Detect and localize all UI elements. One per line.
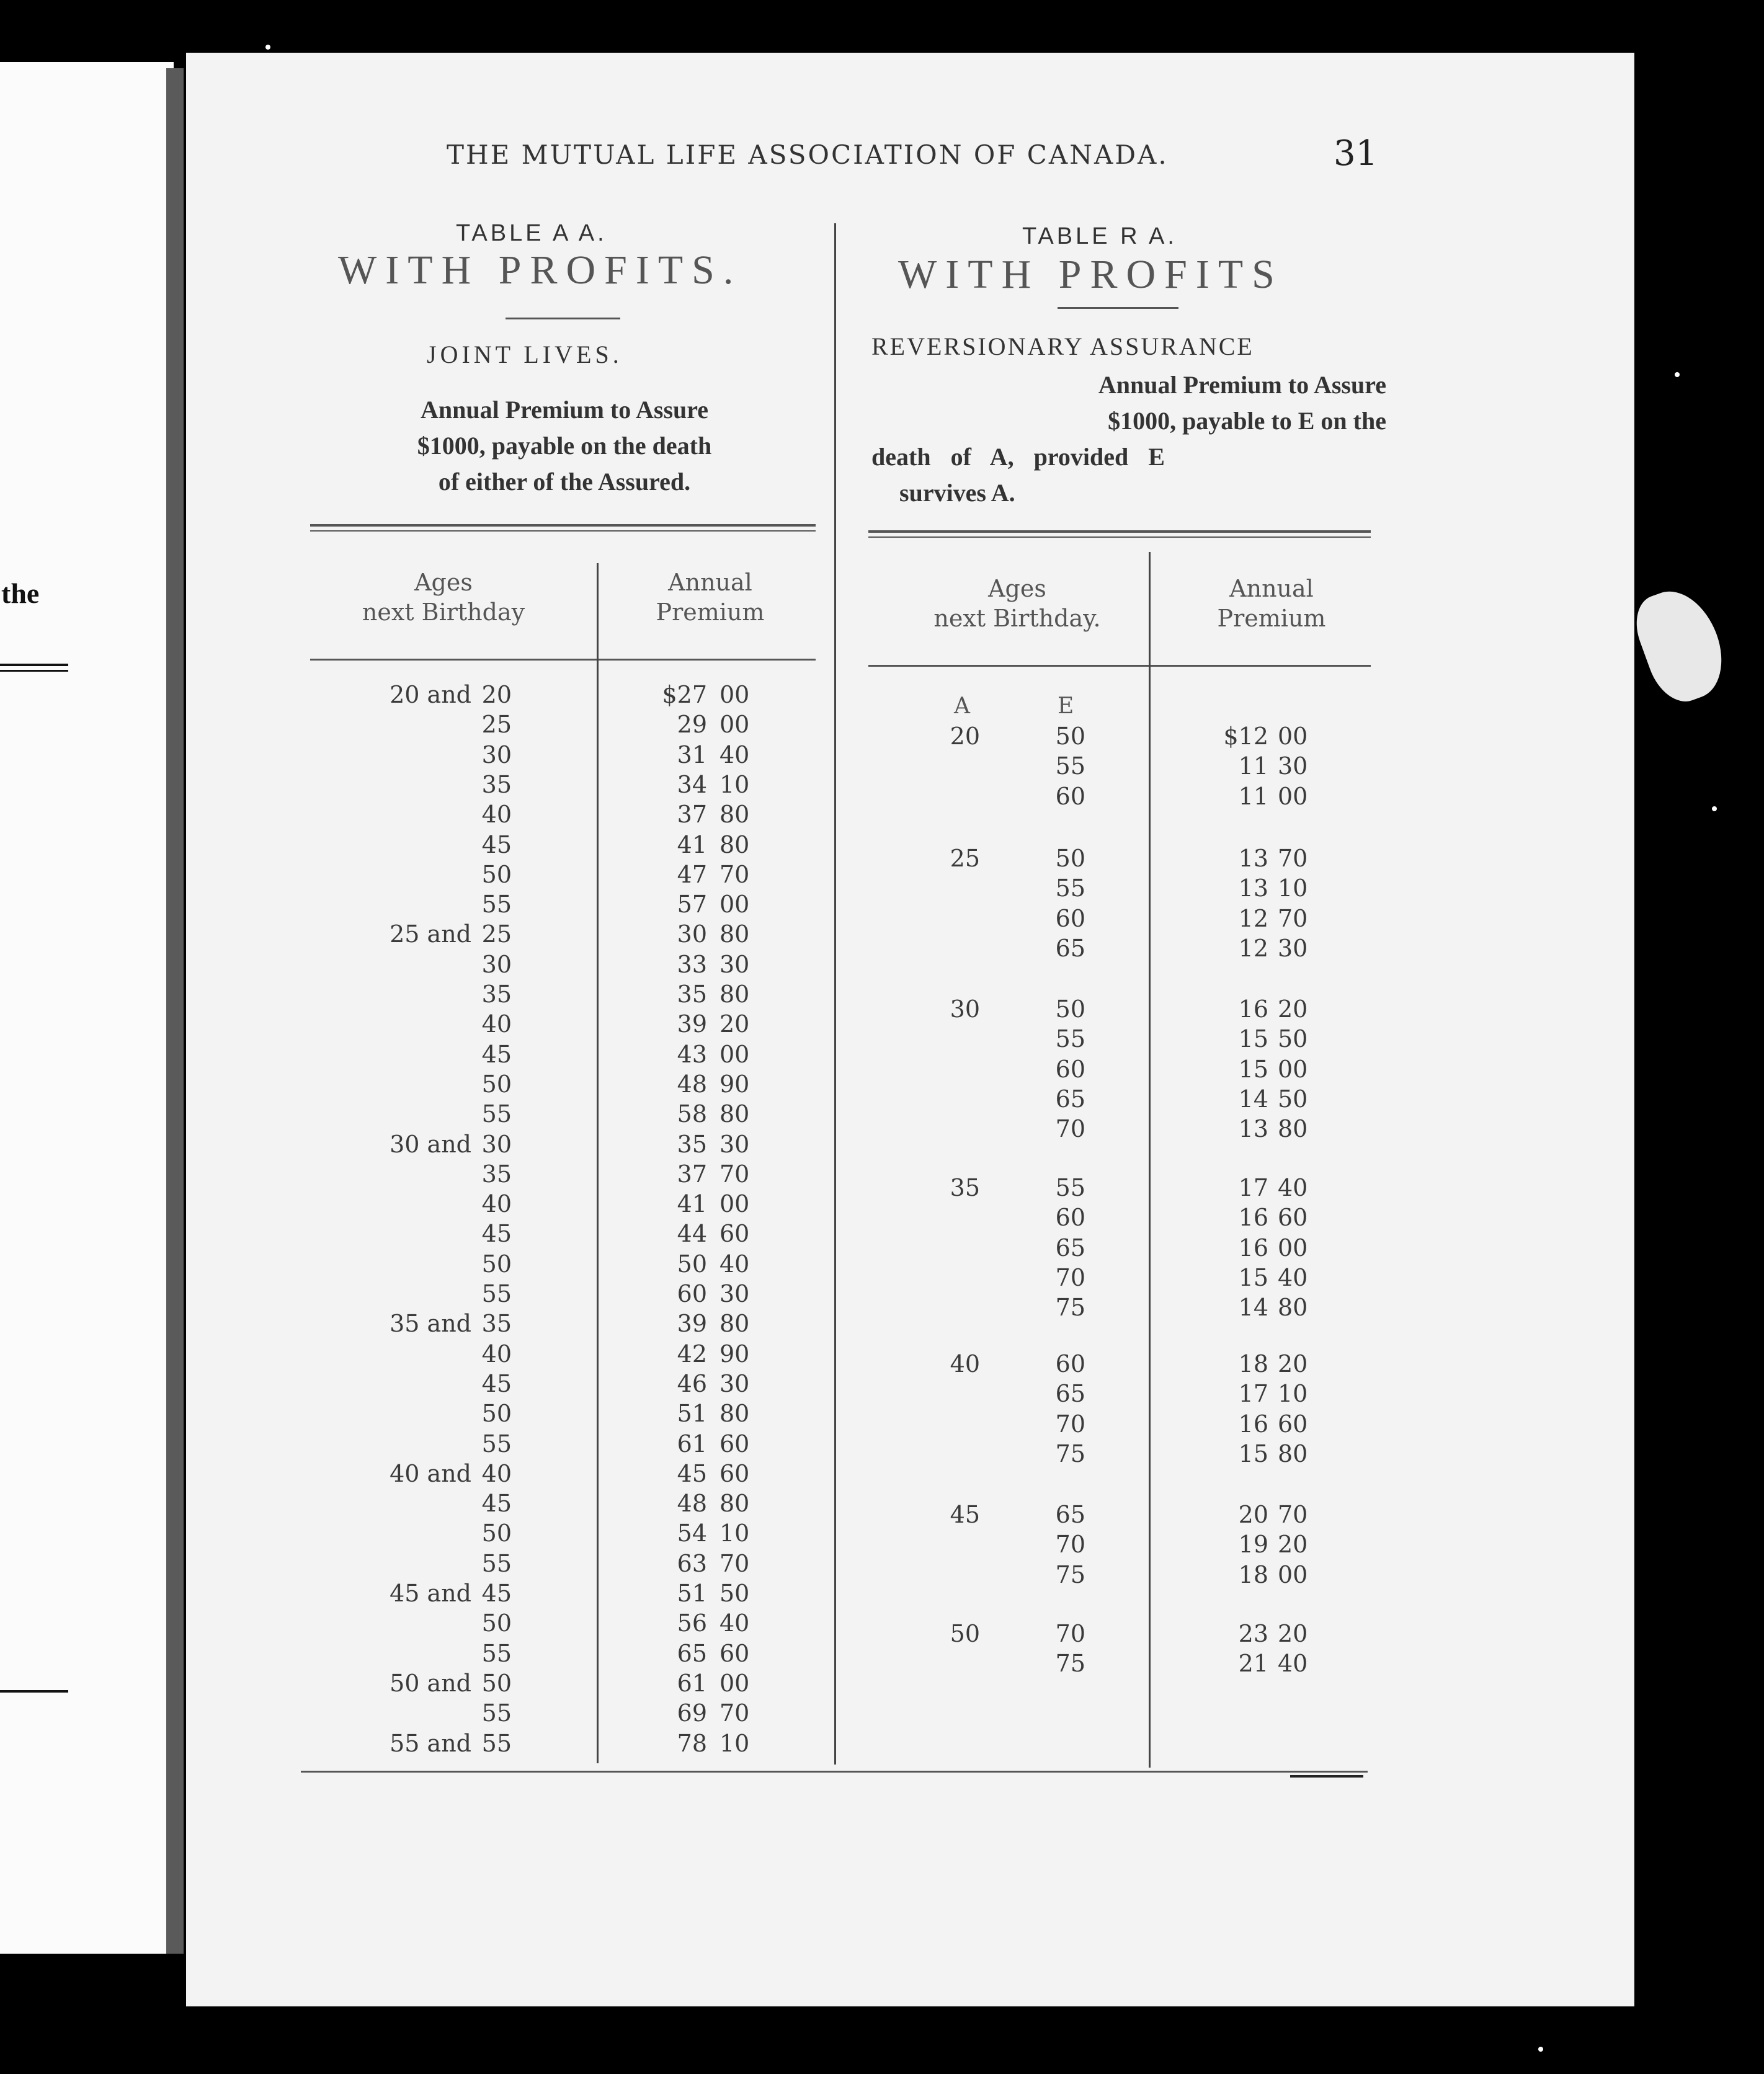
premium-cents: 60 bbox=[1278, 1410, 1308, 1438]
age-value: 40 bbox=[481, 1460, 512, 1487]
premium-dollars: 16 bbox=[1238, 1204, 1268, 1231]
premium-cents: 80 bbox=[719, 801, 750, 828]
paper-stain bbox=[1627, 580, 1735, 710]
right-col-ages-header bbox=[893, 574, 1141, 633]
premium-dollars: 58 bbox=[677, 1100, 707, 1128]
age-value: 45 bbox=[481, 1580, 512, 1607]
page-number: 31 bbox=[1334, 133, 1378, 174]
age-value: 55 bbox=[481, 1640, 512, 1667]
age-value: 30 bbox=[481, 1131, 512, 1158]
premium-cents: 90 bbox=[719, 1070, 750, 1098]
age-e-value: 60 bbox=[1055, 1350, 1085, 1377]
age-e-value: 65 bbox=[1055, 1085, 1085, 1113]
premium-cents: 40 bbox=[1278, 1264, 1308, 1291]
header-line: Premium bbox=[1217, 605, 1326, 632]
premium-dollars: 17 bbox=[1238, 1380, 1268, 1407]
header-line: Ages bbox=[988, 575, 1046, 602]
right-table-name: TABLE R A. bbox=[1022, 223, 1177, 249]
premium-cents: 70 bbox=[719, 1699, 750, 1727]
left-desc-line: Annual Premium to Assure bbox=[420, 396, 709, 424]
age-value: 50 bbox=[481, 1609, 512, 1637]
premium-cents: 00 bbox=[1278, 723, 1308, 750]
premium-dollars: 18 bbox=[1238, 1350, 1268, 1377]
left-heading-rule bbox=[506, 318, 620, 319]
premium-cents: 80 bbox=[719, 1400, 750, 1427]
left-col-ages-header bbox=[332, 567, 555, 627]
left-desc-line: of either of the Assured. bbox=[438, 468, 691, 496]
age-value: 45 bbox=[481, 1490, 512, 1517]
premium-dollars: 61 bbox=[677, 1430, 707, 1458]
premium-cents: 50 bbox=[1278, 1085, 1308, 1113]
premium-dollars: 78 bbox=[677, 1730, 707, 1757]
premium-cents: 70 bbox=[719, 861, 750, 888]
age-value: 50 bbox=[481, 1670, 512, 1697]
premium-cents: 80 bbox=[1278, 1440, 1308, 1467]
premium-dollars: 48 bbox=[677, 1070, 707, 1098]
premium-dollars: 20 bbox=[1238, 1501, 1268, 1528]
age-group-label: 35 and bbox=[390, 1310, 471, 1337]
premium-cents: 80 bbox=[719, 920, 750, 948]
age-value: 25 bbox=[481, 711, 512, 738]
premium-dollars: 12 bbox=[1238, 905, 1268, 932]
right-desc-line: $1000, payable to E on the bbox=[1108, 407, 1386, 435]
premium-cents: 50 bbox=[1278, 1025, 1308, 1053]
age-e-value: 65 bbox=[1055, 1234, 1085, 1262]
premium-dollars: 34 bbox=[677, 771, 707, 798]
age-a-value: 50 bbox=[950, 1620, 980, 1647]
age-value: 25 bbox=[481, 920, 512, 948]
center-divider bbox=[834, 223, 836, 1765]
age-a-value: 20 bbox=[950, 723, 980, 750]
dust-speck bbox=[1538, 2047, 1543, 2052]
premium-dollars: 44 bbox=[677, 1220, 707, 1247]
age-e-value: 70 bbox=[1055, 1115, 1085, 1142]
premium-dollars: 63 bbox=[677, 1550, 707, 1577]
age-e-value: 55 bbox=[1055, 1025, 1085, 1053]
age-value: 50 bbox=[481, 1070, 512, 1098]
premium-dollars: 61 bbox=[677, 1670, 707, 1697]
premium-cents: 60 bbox=[719, 1460, 750, 1487]
premium-dollars: 15 bbox=[1238, 1056, 1268, 1083]
dust-speck bbox=[1712, 806, 1717, 811]
age-value: 55 bbox=[481, 1550, 512, 1577]
premium-cents: 40 bbox=[719, 741, 750, 768]
premium-cents: 60 bbox=[719, 1640, 750, 1667]
age-group-label: 30 and bbox=[390, 1131, 471, 1158]
left-col-premium-header bbox=[611, 567, 809, 627]
age-value: 55 bbox=[481, 1699, 512, 1727]
premium-dollars: 39 bbox=[677, 1010, 707, 1038]
premium-dollars: 35 bbox=[677, 981, 707, 1008]
header-line: Annual bbox=[1229, 575, 1314, 602]
premium-dollars: 56 bbox=[677, 1609, 707, 1637]
premium-cents: 70 bbox=[719, 1160, 750, 1188]
premium-cents: 80 bbox=[719, 1310, 750, 1337]
left-page-rule bbox=[0, 670, 68, 672]
age-value: 50 bbox=[481, 1400, 512, 1427]
premium-dollars: 31 bbox=[677, 741, 707, 768]
running-title: THE MUTUAL LIFE ASSOCIATION OF CANADA. bbox=[447, 140, 1169, 170]
premium-dollars: 13 bbox=[1238, 1115, 1268, 1142]
header-line: next Birthday bbox=[362, 599, 525, 626]
premium-cents: 80 bbox=[1278, 1294, 1308, 1321]
age-value: 50 bbox=[481, 1250, 512, 1278]
right-heading-rule bbox=[1058, 307, 1178, 309]
premium-cents: 70 bbox=[1278, 905, 1308, 932]
age-e-value: 65 bbox=[1055, 1501, 1085, 1528]
premium-dollars: 39 bbox=[677, 1310, 707, 1337]
premium-cents: 00 bbox=[1278, 1561, 1308, 1588]
age-value: 45 bbox=[481, 1220, 512, 1247]
age-value: 55 bbox=[481, 1100, 512, 1128]
premium-dollars: 15 bbox=[1238, 1264, 1268, 1291]
right-col-a-label: A bbox=[954, 693, 970, 719]
premium-cents: 20 bbox=[1278, 1350, 1308, 1377]
left-table-subtitle: JOINT LIVES. bbox=[427, 340, 623, 368]
age-e-value: 75 bbox=[1055, 1650, 1085, 1677]
age-value: 45 bbox=[481, 1370, 512, 1397]
premium-cents: 70 bbox=[1278, 845, 1308, 872]
right-col-e-label: E bbox=[1058, 693, 1074, 719]
premium-dollars: 69 bbox=[677, 1699, 707, 1727]
premium-cents: 00 bbox=[1278, 783, 1308, 810]
premium-cents: 10 bbox=[719, 1520, 750, 1547]
left-page-text-fragment: the bbox=[1, 577, 40, 609]
right-desc-line: death of A, provided E bbox=[871, 443, 1165, 471]
premium-cents: 10 bbox=[1278, 875, 1308, 902]
age-value: 20 bbox=[481, 681, 512, 708]
dust-speck bbox=[1675, 372, 1680, 377]
premium-dollars: 37 bbox=[677, 801, 707, 828]
premium-dollars: 41 bbox=[677, 831, 707, 858]
age-value: 45 bbox=[481, 1041, 512, 1068]
premium-dollars: 16 bbox=[1238, 1410, 1268, 1438]
premium-cents: 20 bbox=[1278, 995, 1308, 1023]
dust-speck bbox=[265, 45, 270, 50]
premium-cents: 40 bbox=[1278, 1174, 1308, 1201]
age-value: 55 bbox=[481, 1430, 512, 1458]
right-table-subtitle: REVERSIONARY ASSURANCE bbox=[871, 332, 1254, 360]
premium-cents: 80 bbox=[719, 831, 750, 858]
header-line: next Birthday. bbox=[933, 605, 1101, 632]
age-value: 35 bbox=[481, 981, 512, 1008]
age-e-value: 60 bbox=[1055, 905, 1085, 932]
premium-dollars: 42 bbox=[677, 1340, 707, 1368]
left-table-top-rule bbox=[310, 524, 816, 527]
premium-dollars: 11 bbox=[1238, 752, 1268, 780]
premium-dollars: 15 bbox=[1238, 1440, 1268, 1467]
age-e-value: 70 bbox=[1055, 1264, 1085, 1291]
left-table-top-rule bbox=[310, 530, 816, 532]
right-desc-line: Annual Premium to Assure bbox=[1098, 371, 1386, 399]
premium-dollars: 45 bbox=[677, 1460, 707, 1487]
age-value: 40 bbox=[481, 801, 512, 828]
age-a-value: 25 bbox=[950, 845, 980, 872]
premium-cents: 00 bbox=[719, 1190, 750, 1217]
age-e-value: 60 bbox=[1055, 783, 1085, 810]
age-value: 30 bbox=[481, 951, 512, 978]
premium-cents: 30 bbox=[1278, 752, 1308, 780]
header-line: Ages bbox=[414, 569, 473, 596]
book-spine bbox=[166, 68, 184, 1954]
left-page-edge bbox=[0, 62, 174, 1954]
age-e-value: 65 bbox=[1055, 1380, 1085, 1407]
age-e-value: 65 bbox=[1055, 935, 1085, 962]
premium-dollars: 43 bbox=[677, 1041, 707, 1068]
premium-dollars: 15 bbox=[1238, 1025, 1268, 1053]
premium-dollars: 57 bbox=[677, 891, 707, 918]
premium-cents: 80 bbox=[719, 1490, 750, 1517]
age-a-value: 45 bbox=[950, 1501, 980, 1528]
premium-dollars: 60 bbox=[677, 1280, 707, 1307]
premium-dollars: 16 bbox=[1238, 1234, 1268, 1262]
premium-cents: 20 bbox=[719, 1010, 750, 1038]
age-a-value: 30 bbox=[950, 995, 980, 1023]
premium-dollars: 51 bbox=[677, 1400, 707, 1427]
age-a-value: 35 bbox=[950, 1174, 980, 1201]
age-value: 50 bbox=[481, 1520, 512, 1547]
premium-dollars: 12 bbox=[1238, 935, 1268, 962]
right-table-description bbox=[871, 367, 1386, 511]
age-value: 30 bbox=[481, 741, 512, 768]
premium-dollars: 48 bbox=[677, 1490, 707, 1517]
premium-dollars: 29 bbox=[677, 711, 707, 738]
age-e-value: 55 bbox=[1055, 1174, 1085, 1201]
premium-cents: 70 bbox=[1278, 1501, 1308, 1528]
premium-cents: 10 bbox=[719, 771, 750, 798]
premium-cents: 60 bbox=[719, 1430, 750, 1458]
age-e-value: 75 bbox=[1055, 1440, 1085, 1467]
premium-cents: 80 bbox=[1278, 1115, 1308, 1142]
age-group-label: 45 and bbox=[390, 1580, 471, 1607]
age-group-label: 20 and bbox=[390, 681, 471, 708]
premium-dollars: 14 bbox=[1238, 1085, 1268, 1113]
premium-cents: 80 bbox=[719, 981, 750, 1008]
premium-dollars: 14 bbox=[1238, 1294, 1268, 1321]
left-table-description bbox=[310, 392, 819, 500]
premium-dollars: 33 bbox=[677, 951, 707, 978]
age-value: 45 bbox=[481, 831, 512, 858]
age-group-label: 50 and bbox=[390, 1670, 471, 1697]
age-e-value: 70 bbox=[1055, 1620, 1085, 1647]
premium-dollars: 13 bbox=[1238, 845, 1268, 872]
premium-dollars: 65 bbox=[677, 1640, 707, 1667]
left-table-profits-heading: WITH PROFITS. bbox=[338, 247, 742, 293]
right-column-divider bbox=[1149, 552, 1151, 1768]
age-e-value: 50 bbox=[1055, 845, 1085, 872]
left-column-divider bbox=[597, 563, 599, 1763]
premium-cents: 80 bbox=[719, 1100, 750, 1128]
premium-dollars: 46 bbox=[677, 1370, 707, 1397]
age-e-value: 75 bbox=[1055, 1294, 1085, 1321]
premium-dollars: 17 bbox=[1238, 1174, 1268, 1201]
age-group-label: 25 and bbox=[390, 920, 471, 948]
premium-cents: 70 bbox=[719, 1550, 750, 1577]
left-page-rule bbox=[0, 664, 68, 666]
age-value: 55 bbox=[481, 1280, 512, 1307]
premium-cents: 10 bbox=[719, 1730, 750, 1757]
left-header-rule bbox=[310, 659, 816, 661]
age-e-value: 75 bbox=[1055, 1561, 1085, 1588]
premium-dollars: $12 bbox=[1223, 723, 1268, 750]
age-value: 35 bbox=[481, 1160, 512, 1188]
premium-dollars: 30 bbox=[677, 920, 707, 948]
premium-dollars: 47 bbox=[677, 861, 707, 888]
left-table-name: TABLE A A. bbox=[456, 220, 607, 246]
page-bottom-rule bbox=[301, 1771, 1368, 1773]
premium-cents: 30 bbox=[719, 1370, 750, 1397]
premium-cents: 40 bbox=[1278, 1650, 1308, 1677]
premium-dollars: 35 bbox=[677, 1131, 707, 1158]
age-e-value: 70 bbox=[1055, 1531, 1085, 1558]
age-e-value: 60 bbox=[1055, 1056, 1085, 1083]
premium-dollars: 50 bbox=[677, 1250, 707, 1278]
premium-dollars: 18 bbox=[1238, 1561, 1268, 1588]
header-line: Annual bbox=[668, 569, 752, 596]
age-value: 35 bbox=[481, 1310, 512, 1337]
age-e-value: 50 bbox=[1055, 995, 1085, 1023]
premium-cents: 00 bbox=[719, 1670, 750, 1697]
premium-cents: 60 bbox=[1278, 1204, 1308, 1231]
page-bottom-rule-mark bbox=[1290, 1775, 1363, 1778]
premium-cents: 00 bbox=[719, 711, 750, 738]
premium-cents: 40 bbox=[719, 1609, 750, 1637]
premium-cents: 40 bbox=[719, 1250, 750, 1278]
premium-cents: 30 bbox=[719, 951, 750, 978]
age-e-value: 55 bbox=[1055, 752, 1085, 780]
age-a-value: 40 bbox=[950, 1350, 980, 1377]
age-group-label: 40 and bbox=[390, 1460, 471, 1487]
premium-cents: 00 bbox=[719, 1041, 750, 1068]
age-e-value: 55 bbox=[1055, 875, 1085, 902]
age-value: 40 bbox=[481, 1190, 512, 1217]
premium-cents: 00 bbox=[719, 891, 750, 918]
premium-dollars: 21 bbox=[1238, 1650, 1268, 1677]
premium-dollars: 11 bbox=[1238, 783, 1268, 810]
premium-cents: 20 bbox=[1278, 1531, 1308, 1558]
age-e-value: 60 bbox=[1055, 1204, 1085, 1231]
age-value: 50 bbox=[481, 861, 512, 888]
premium-cents: 30 bbox=[1278, 935, 1308, 962]
premium-dollars: 13 bbox=[1238, 875, 1268, 902]
left-desc-line: $1000, payable on the death bbox=[417, 432, 712, 460]
premium-dollars: 16 bbox=[1238, 995, 1268, 1023]
premium-cents: 30 bbox=[719, 1280, 750, 1307]
premium-dollars: 19 bbox=[1238, 1531, 1268, 1558]
premium-dollars: $27 bbox=[662, 681, 707, 708]
premium-cents: 20 bbox=[1278, 1620, 1308, 1647]
premium-cents: 10 bbox=[1278, 1380, 1308, 1407]
age-value: 40 bbox=[481, 1340, 512, 1368]
premium-dollars: 51 bbox=[677, 1580, 707, 1607]
right-table-profits-heading: WITH PROFITS bbox=[898, 252, 1283, 297]
header-line: Premium bbox=[656, 599, 765, 626]
age-value: 40 bbox=[481, 1010, 512, 1038]
premium-dollars: 54 bbox=[677, 1520, 707, 1547]
premium-dollars: 41 bbox=[677, 1190, 707, 1217]
age-value: 35 bbox=[481, 771, 512, 798]
premium-cents: 50 bbox=[719, 1580, 750, 1607]
age-value: 55 bbox=[481, 1730, 512, 1757]
right-table-top-rule bbox=[868, 530, 1371, 533]
right-col-premium-header bbox=[1172, 574, 1371, 633]
age-value: 55 bbox=[481, 891, 512, 918]
right-table-top-rule bbox=[868, 536, 1371, 538]
age-e-value: 50 bbox=[1055, 723, 1085, 750]
age-group-label: 55 and bbox=[390, 1730, 471, 1757]
right-desc-line: survives A. bbox=[899, 479, 1015, 507]
premium-cents: 30 bbox=[719, 1131, 750, 1158]
premium-cents: 00 bbox=[1278, 1234, 1308, 1262]
age-e-value: 70 bbox=[1055, 1410, 1085, 1438]
left-page-rule bbox=[0, 1690, 68, 1693]
premium-cents: 90 bbox=[719, 1340, 750, 1368]
right-header-rule bbox=[868, 665, 1371, 667]
premium-dollars: 23 bbox=[1238, 1620, 1268, 1647]
premium-cents: 00 bbox=[1278, 1056, 1308, 1083]
premium-cents: 00 bbox=[719, 681, 750, 708]
premium-cents: 60 bbox=[719, 1220, 750, 1247]
premium-dollars: 37 bbox=[677, 1160, 707, 1188]
